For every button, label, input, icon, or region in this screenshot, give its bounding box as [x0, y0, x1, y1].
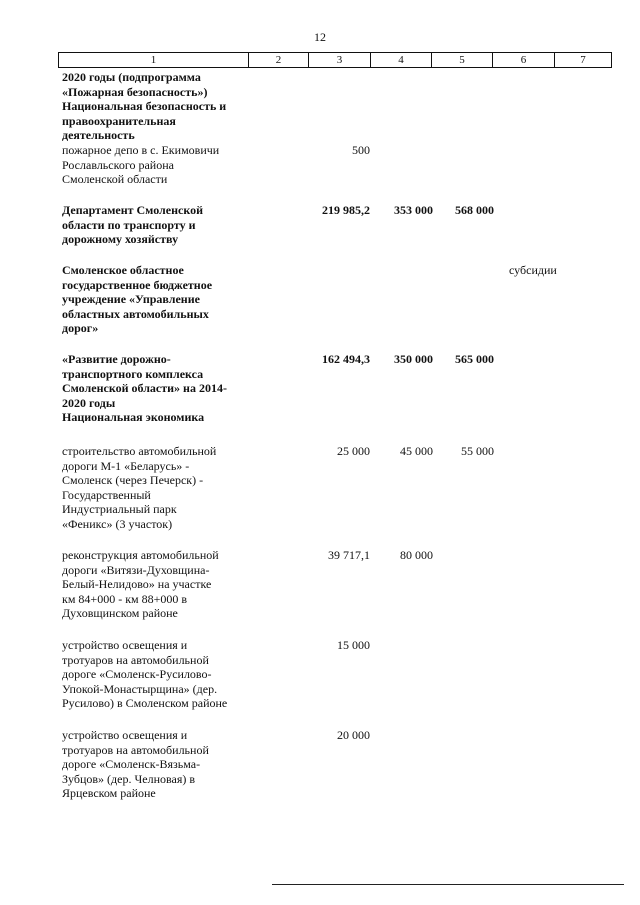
- header-col-5: 5: [432, 53, 493, 67]
- row-text-lighting-rusilovo: устройство освещения и тротуаров на автомобильной дороге «Смоленск-Русилово- Упокой-Монастырщина» (дер. Русилово) в Смоленском районе: [62, 638, 228, 711]
- row-lighting-rusilovo-col3: 15 000: [337, 638, 370, 652]
- row-department-col3: 219 985,2: [322, 203, 370, 217]
- row-lighting-chelnovaya-col3: 20 000: [337, 728, 370, 742]
- row-text-institution: Смоленское областное государственное бюджетное учреждение «Управление областных автомобильных дорог»: [62, 263, 213, 336]
- row-reconstruction-col3: 39 717,1: [328, 548, 370, 562]
- row-department-col4: 353 000: [394, 203, 433, 217]
- row-fire-depot-col3: 500: [352, 143, 370, 157]
- table-header-row: [58, 52, 612, 68]
- row-construction-m1-col5: 55 000: [461, 444, 494, 458]
- header-col-4: 4: [371, 53, 432, 67]
- row-construction-m1-col4: 45 000: [400, 444, 433, 458]
- page-number: 12: [314, 30, 326, 44]
- row-construction-m1-col3: 25 000: [337, 444, 370, 458]
- row-text-subprogram: 2020 годы (подпрограмма «Пожарная безопасность») Национальная безопасность и правоохранительная деятельность: [62, 70, 227, 143]
- bottom-rule: [272, 884, 624, 885]
- row-text-department: Департамент Смоленской области по транспорту и дорожному хозяйству: [62, 203, 203, 247]
- header-col-6: 6: [493, 53, 555, 67]
- header-col-2: 2: [249, 53, 309, 67]
- row-institution-col6: субсидии: [509, 263, 557, 277]
- header-col-3: 3: [309, 53, 371, 67]
- header-col-1: 1: [59, 53, 249, 67]
- row-department-col5: 568 000: [455, 203, 494, 217]
- row-text-reconstruction: реконструкция автомобильной дороги «Витязи-Духовщина- Белый-Нелидово» на участке км 84+000 - км 88+000 в Духовщинском районе: [62, 548, 219, 621]
- row-reconstruction-col4: 80 000: [400, 548, 433, 562]
- row-text-program: «Развитие дорожно- транспортного комплекса Смоленской области» на 2014- 2020 годы Национальная экономика: [62, 352, 227, 425]
- row-text-construction-m1: строительство автомобильной дороги М-1 «Беларусь» - Смоленск (через Печерск) - Государственный Индустриальный парк «Феникс» (3 участок): [62, 444, 217, 531]
- row-program-col4: 350 000: [394, 352, 433, 366]
- row-program-col5: 565 000: [455, 352, 494, 366]
- row-text-lighting-chelnovaya: устройство освещения и тротуаров на автомобильной дороге «Смоленск-Вязьма- Зубцов» (дер. Челновая) в Ярцевском районе: [62, 728, 209, 801]
- header-col-7: 7: [580, 54, 586, 66]
- row-program-col3: 162 494,3: [322, 352, 370, 366]
- row-text-fire-depot: пожарное депо в с. Екимовичи Рославльского района Смоленской области: [62, 143, 220, 187]
